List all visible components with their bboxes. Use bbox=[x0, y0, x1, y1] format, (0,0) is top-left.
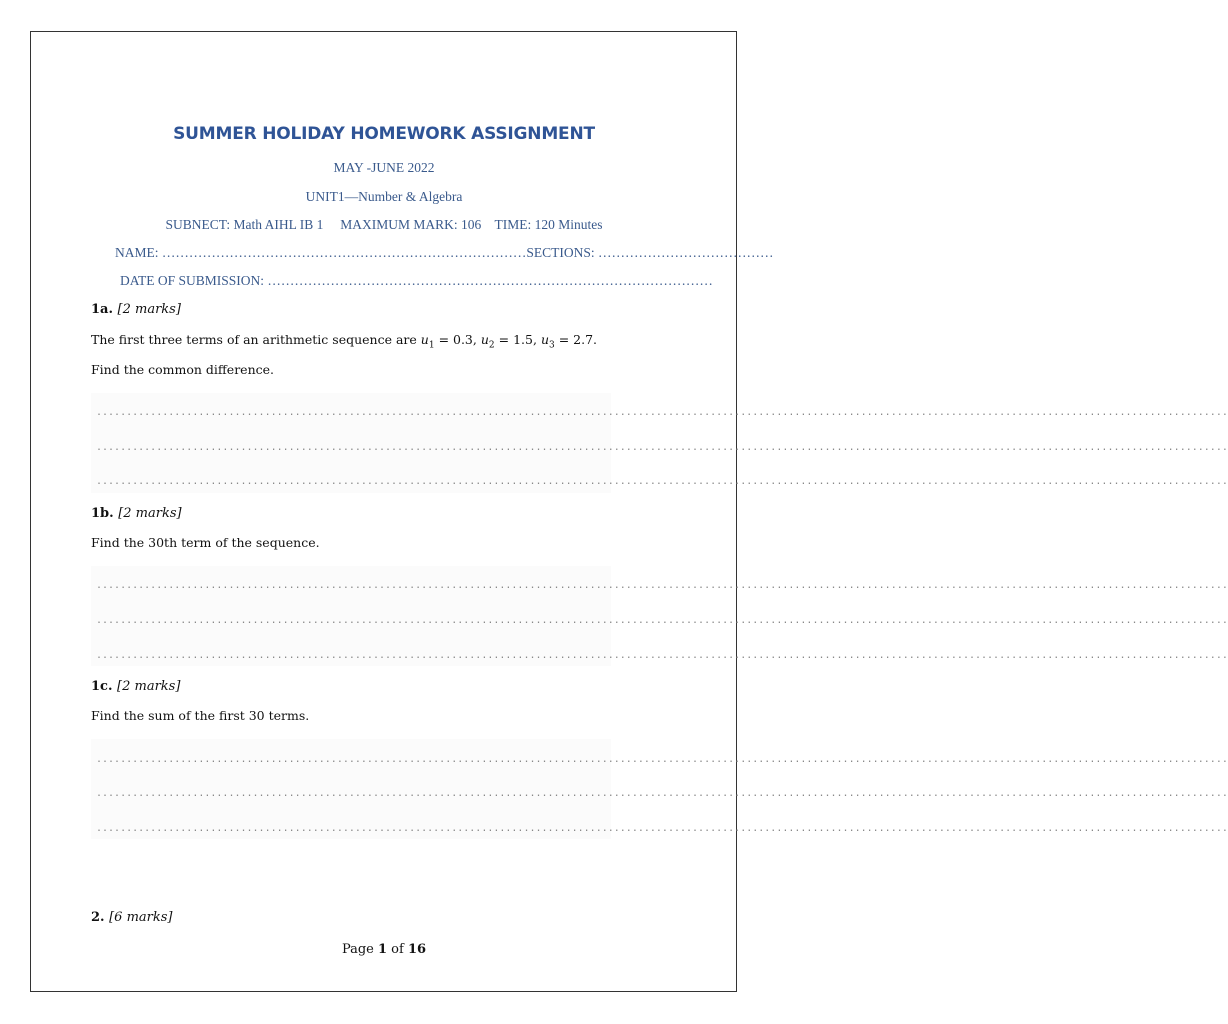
question-1c-header bbox=[91, 679, 180, 694]
question-1c-text: Find the sum of the first 30 terms. bbox=[91, 708, 310, 723]
question-1b-text: Find the 30th term of the sequence. bbox=[91, 535, 320, 550]
answer-line: ............................................................................................................................................................................................ bbox=[96, 788, 1228, 799]
subscript: 1 bbox=[428, 340, 435, 351]
term-value: = 1.5, bbox=[498, 332, 537, 347]
name-section-line: NAME: ………………………………………………………………………SECTIONS: ………………………………… bbox=[115, 245, 774, 260]
question-marks: [2 marks] bbox=[118, 506, 182, 521]
question-marks: [6 marks] bbox=[109, 910, 173, 925]
question-1a-text bbox=[91, 332, 597, 351]
question-marks: [2 marks] bbox=[117, 302, 181, 317]
subscript: 3 bbox=[549, 340, 555, 351]
answer-line: ............................................................................................................................................................................................ bbox=[96, 476, 1228, 487]
answer-line: ............................................................................................................................................................................................ bbox=[96, 407, 1228, 418]
subscript: 2 bbox=[488, 340, 495, 351]
answer-line: ............................................................................................................................................................................................ bbox=[96, 615, 1228, 626]
page-title: SUMMER HOLIDAY HOMEWORK ASSIGNMENT bbox=[173, 124, 595, 144]
answer-line: ............................................................................................................................................................................................ bbox=[96, 823, 1228, 834]
page-footer bbox=[0, 942, 768, 957]
term-value: = 2.7. bbox=[558, 332, 598, 347]
footer-prefix: Page bbox=[341, 942, 378, 957]
question-number: 1c. bbox=[91, 679, 113, 694]
question-number: 2. bbox=[91, 910, 105, 925]
total-page-count: 16 bbox=[407, 942, 427, 957]
question-1a-instruction: Find the common difference. bbox=[91, 362, 274, 377]
question-text: The first three terms of an arithmetic sequence are bbox=[91, 332, 421, 347]
answer-line: ............................................................................................................................................................................................ bbox=[96, 442, 1228, 453]
submission-date-line: DATE OF SUBMISSION: ……………………………………………………………………………………… bbox=[120, 273, 713, 288]
subject-line: SUBNECT: Math AIHL IB 1 MAXIMUM MARK: 106 TIME: 120 Minutes bbox=[165, 217, 603, 232]
question-2-header bbox=[91, 910, 173, 925]
question-marks: [2 marks] bbox=[117, 679, 181, 694]
answer-line: ............................................................................................................................................................................................ bbox=[96, 580, 1228, 591]
sequence-variable: u bbox=[480, 332, 489, 347]
unit-label: UNIT1—Number & Algebra bbox=[305, 189, 463, 204]
footer-of: of bbox=[387, 942, 408, 957]
date-range: MAY -JUNE 2022 bbox=[333, 160, 435, 175]
question-1a-header bbox=[91, 302, 181, 317]
current-page-number: 1 bbox=[378, 942, 388, 957]
sequence-variable: u bbox=[420, 332, 429, 347]
answer-line: ............................................................................................................................................................................................ bbox=[96, 650, 1228, 661]
term-value: = 0.3, bbox=[438, 332, 477, 347]
sequence-variable: u bbox=[540, 332, 549, 347]
answer-line: ............................................................................................................................................................................................ bbox=[96, 754, 1228, 765]
question-number: 1a. bbox=[91, 302, 113, 317]
question-1b-header bbox=[91, 506, 182, 521]
question-number: 1b. bbox=[91, 506, 114, 521]
